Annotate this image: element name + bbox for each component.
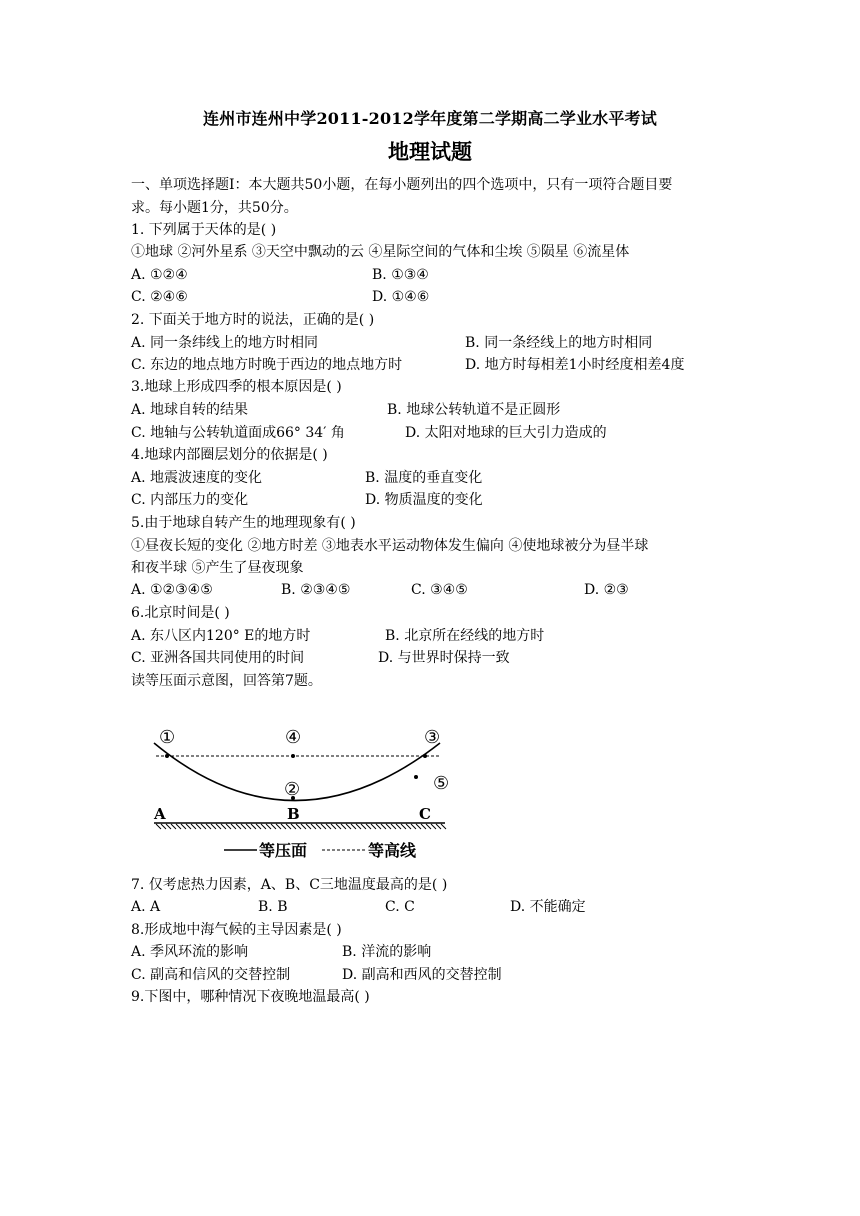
- q5-option-b: B. ②③④⑤: [281, 582, 351, 598]
- hatch-stroke: [411, 824, 416, 829]
- hatch-stroke: [156, 824, 161, 829]
- hatch-stroke: [251, 824, 256, 829]
- hatch-stroke: [356, 824, 361, 829]
- point-3-dot: [423, 754, 427, 758]
- hatch-stroke: [291, 824, 296, 829]
- hatch-stroke: [386, 824, 391, 829]
- hatch-stroke: [416, 824, 421, 829]
- hatch-stroke: [176, 824, 181, 829]
- hatch-stroke: [366, 824, 371, 829]
- hatch-stroke: [241, 824, 246, 829]
- isobar-diagram: [140, 718, 460, 866]
- hatch-stroke: [296, 824, 301, 829]
- section-intro-line1: 一、单项选择题I：本大题共50小题，在每小题列出的四个选项中，只有一项符合题目要: [131, 177, 673, 193]
- q2-option-c: C. 东边的地点地方时晚于西边的地点地方时: [131, 357, 403, 373]
- ground-label-a: A: [154, 805, 166, 823]
- hatch-stroke: [276, 824, 281, 829]
- hatch-stroke: [261, 824, 266, 829]
- hatch-stroke: [221, 824, 226, 829]
- q4-option-a: A. 地震波速度的变化: [131, 470, 263, 486]
- point-2-label: ②: [284, 779, 301, 800]
- q9-stem: 9.下图中，哪种情况下夜晚地温最高( ): [131, 989, 370, 1005]
- q6-option-b: B. 北京所在经线的地方时: [385, 628, 545, 644]
- q8-option-a: A. 季风环流的影响: [131, 944, 249, 960]
- hatch-stroke: [351, 824, 356, 829]
- q2-stem: 2. 下面关于地方时的说法，正确的是( ): [131, 312, 375, 328]
- q7-stem: 7. 仅考虑热力因素，A、B、C三地温度最高的是( ): [131, 877, 448, 893]
- hatch-stroke: [186, 824, 191, 829]
- hatch-stroke: [346, 824, 351, 829]
- hatch-stroke: [331, 824, 336, 829]
- q6-option-d: D. 与世界时保持一致: [378, 650, 510, 666]
- q7-option-a: A. A: [131, 899, 161, 915]
- q2-option-a: A. 同一条纬线上的地方时相同: [131, 335, 319, 351]
- hatch-stroke: [226, 824, 231, 829]
- hatch-stroke: [231, 824, 236, 829]
- hatch-stroke: [396, 824, 401, 829]
- hatch-stroke: [321, 824, 326, 829]
- hatch-stroke: [266, 824, 271, 829]
- q8-option-c: C. 副高和信风的交替控制: [131, 967, 291, 983]
- q1-option-d: D. ①④⑥: [372, 289, 430, 305]
- hatch-stroke: [361, 824, 366, 829]
- hatch-stroke: [201, 824, 206, 829]
- hatch-stroke: [216, 824, 221, 829]
- legend-isobar-label: 等压面: [259, 841, 308, 860]
- section-intro-line2: 求。每小题1分，共50分。: [131, 200, 298, 216]
- hatch-stroke: [166, 824, 171, 829]
- q1-option-b: B. ①③④: [372, 267, 429, 283]
- hatch-stroke: [281, 824, 286, 829]
- q5-option-a: A. ①②③④⑤: [131, 582, 213, 598]
- q1-option-a: A. ①②④: [131, 267, 188, 283]
- q6-stem: 6.北京时间是( ): [131, 605, 230, 621]
- hatch-stroke: [311, 824, 316, 829]
- q1-option-c: C. ②④⑥: [131, 289, 188, 305]
- hatch-stroke: [431, 824, 436, 829]
- ground-label-c: C: [419, 805, 431, 823]
- q7-option-d: D. 不能确定: [510, 899, 586, 915]
- hatch-stroke: [436, 824, 441, 829]
- q8-option-d: D. 副高和西风的交替控制: [342, 967, 502, 983]
- q5-items-line1: ①昼夜长短的变化 ②地方时差 ③地表水平运动物体发生偏向 ④使地球被分为昼半球: [131, 538, 649, 554]
- hatch-stroke: [161, 824, 166, 829]
- q3-option-c: C. 地轴与公转轨道面成66° 34′ 角: [131, 425, 345, 441]
- q5-option-d: D. ②③: [584, 582, 629, 598]
- hatch-stroke: [256, 824, 261, 829]
- point-5-dot: [414, 775, 418, 779]
- hatch-stroke: [421, 824, 426, 829]
- hatch-stroke: [326, 824, 331, 829]
- hatch-stroke: [381, 824, 386, 829]
- q6-option-a: A. 东八区内120° E的地方时: [131, 628, 311, 644]
- ground-label-b: B: [287, 805, 300, 823]
- hatch-stroke: [191, 824, 196, 829]
- q2-option-b: B. 同一条经线上的地方时相同: [465, 335, 653, 351]
- hatch-stroke: [271, 824, 276, 829]
- point-4-dot: [291, 754, 295, 758]
- hatch-stroke: [391, 824, 396, 829]
- q5-items-line2: 和夜半球 ⑤产生了昼夜现象: [131, 560, 304, 576]
- ground-hatching: [156, 824, 446, 829]
- hatch-stroke: [206, 824, 211, 829]
- point-4-label: ④: [285, 727, 302, 748]
- q5-option-c: C. ③④⑤: [411, 582, 468, 598]
- hatch-stroke: [181, 824, 186, 829]
- hatch-stroke: [301, 824, 306, 829]
- q3-option-a: A. 地球自转的结果: [131, 402, 249, 418]
- q3-option-b: B. 地球公转轨道不是正圆形: [387, 402, 561, 418]
- q8-option-b: B. 洋流的影响: [342, 944, 432, 960]
- hatch-stroke: [336, 824, 341, 829]
- hatch-stroke: [426, 824, 431, 829]
- q7-option-c: C. C: [385, 899, 415, 915]
- subject-title: 地理试题: [388, 139, 472, 164]
- point-1-dot: [165, 754, 169, 758]
- q7-option-b: B. B: [258, 899, 288, 915]
- q4-stem: 4.地球内部圈层划分的依据是( ): [131, 447, 328, 463]
- q8-stem: 8.形成地中海气候的主导因素是( ): [131, 922, 342, 938]
- q5-stem: 5.由于地球自转产生的地理现象有( ): [131, 515, 356, 531]
- legend-contour-label: 等高线: [368, 841, 417, 860]
- q7-intro: 读等压面示意图，回答第7题。: [131, 673, 322, 689]
- hatch-stroke: [211, 824, 216, 829]
- point-5-label: ⑤: [433, 773, 450, 794]
- q3-stem: 3.地球上形成四季的根本原因是( ): [131, 379, 342, 395]
- hatch-stroke: [371, 824, 376, 829]
- point-3-label: ③: [424, 727, 441, 748]
- point-1-label: ①: [159, 727, 176, 748]
- q4-option-b: B. 温度的垂直变化: [365, 470, 483, 486]
- hatch-stroke: [306, 824, 311, 829]
- hatch-stroke: [406, 824, 411, 829]
- q2-option-d: D. 地方时每相差1小时经度相差4度: [465, 357, 685, 373]
- q6-option-c: C. 亚洲各国共同使用的时间: [131, 650, 305, 666]
- hatch-stroke: [341, 824, 346, 829]
- hatch-stroke: [441, 824, 446, 829]
- hatch-stroke: [376, 824, 381, 829]
- q4-option-d: D. 物质温度的变化: [365, 492, 483, 508]
- hatch-stroke: [236, 824, 241, 829]
- hatch-stroke: [286, 824, 291, 829]
- hatch-stroke: [171, 824, 176, 829]
- hatch-stroke: [246, 824, 251, 829]
- q3-option-d: D. 太阳对地球的巨大引力造成的: [405, 425, 607, 441]
- hatch-stroke: [401, 824, 406, 829]
- q1-stem: 1. 下列属于天体的是( ): [131, 222, 277, 238]
- hatch-stroke: [196, 824, 201, 829]
- q1-items: ①地球 ②河外星系 ③天空中飘动的云 ④星际空间的气体和尘埃 ⑤陨星 ⑥流星体: [131, 244, 630, 260]
- hatch-stroke: [316, 824, 321, 829]
- q4-option-c: C. 内部压力的变化: [131, 492, 249, 508]
- school-exam-title: 连州市连州中学2011-2012学年度第二学期高二学业水平考试: [203, 109, 657, 128]
